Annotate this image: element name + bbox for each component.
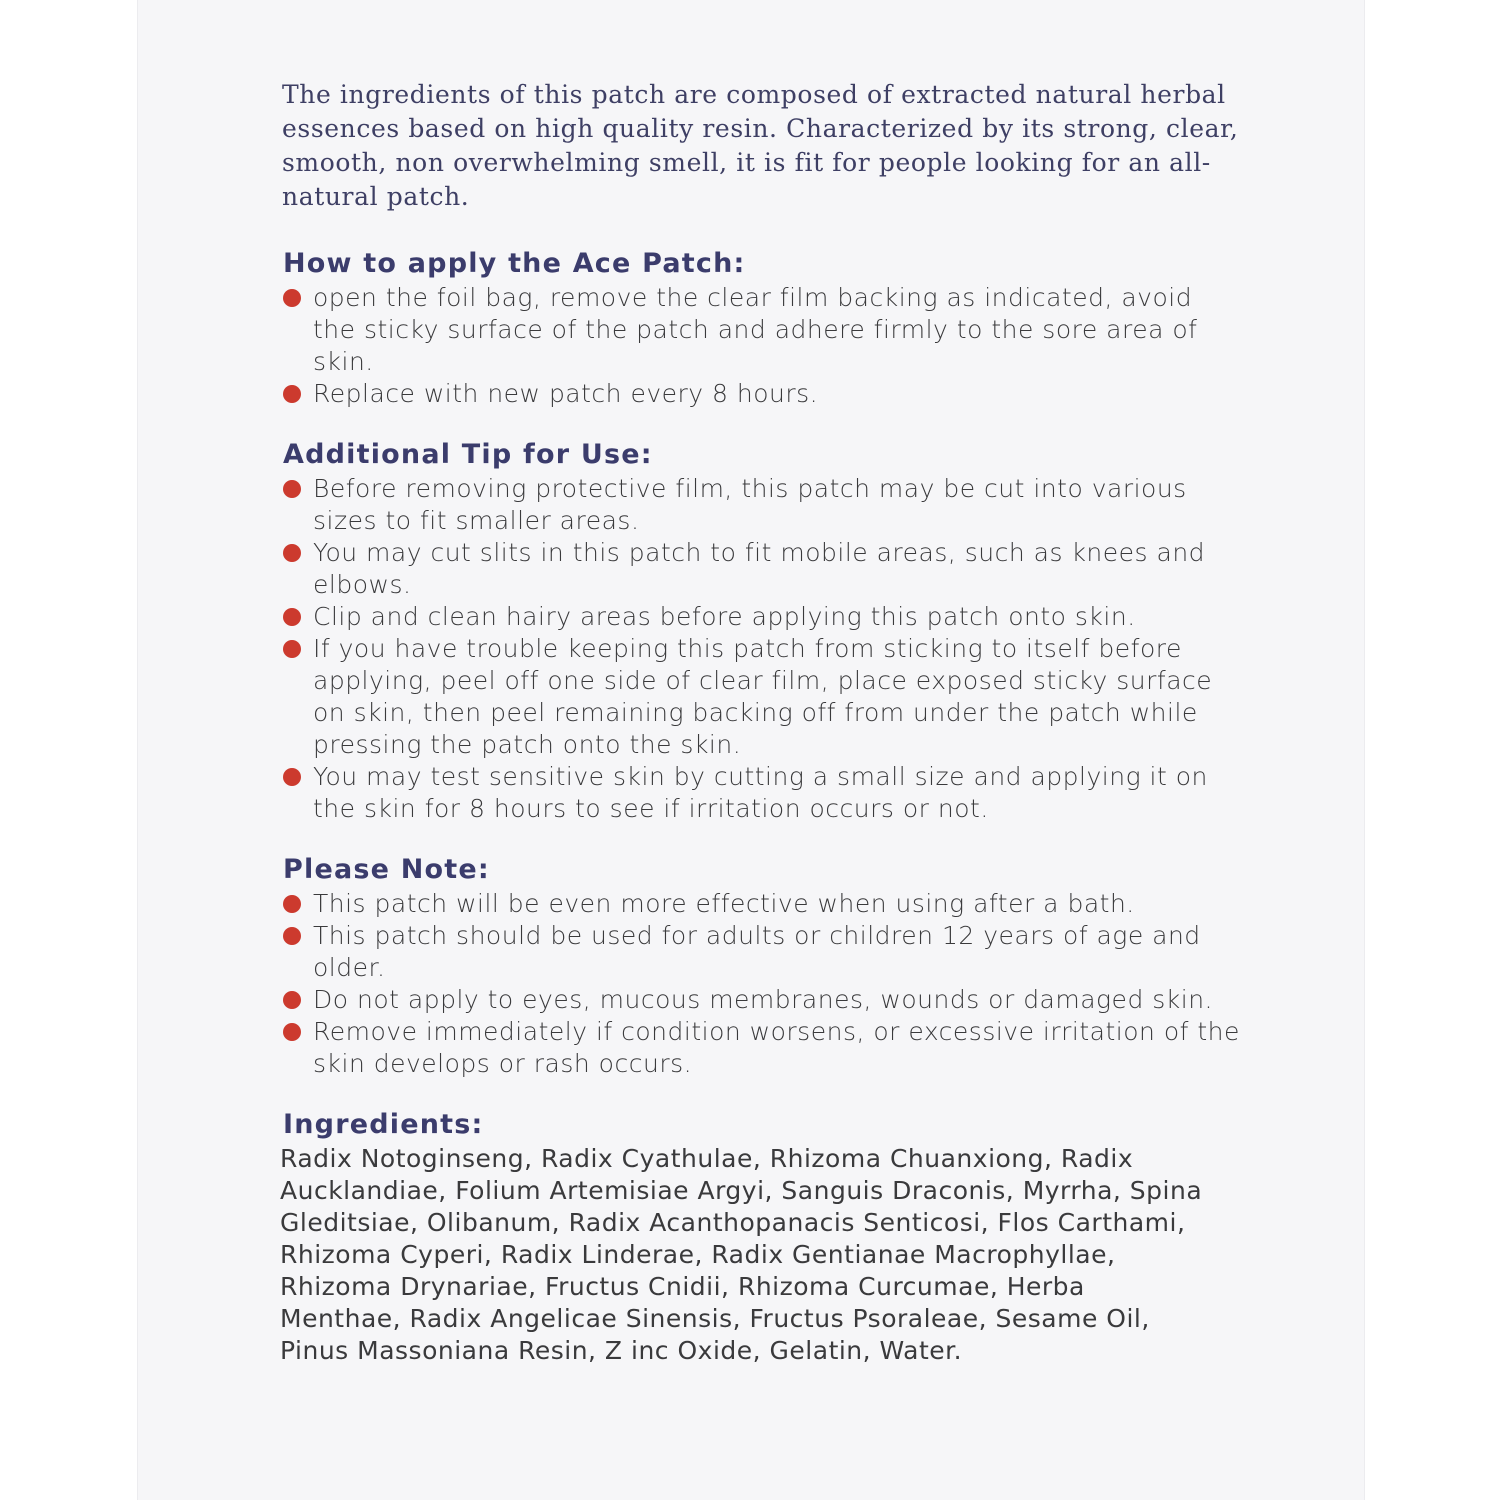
section-heading-additional-tips: Additional Tip for Use: [283,439,653,470]
bullet-dot-icon [283,544,301,562]
document-content [280,78,1240,1395]
ingredients-list-text: Radix Notoginseng, Radix Cyathulae, Rhizoma Chuanxiong, Radix Aucklandiae, Folium Artemisiae Argyi, Sanguis Draconis, Myrrha, Spina Gleditsiae, Olibanum, Radix Acanthopanacis Senticosi, Flos Carthami, Rhizoma Cyperi, Radix Linderae, Radix Gentianae Macrophyllae, Rhizoma Drynariae, Fructus Cnidii, Rhizoma Curcumae, Herba Menthae, Radix Angelicae Sinensis, Fructus Psoraleae, Sesame Oil, Pinus Massoniana Resin, Z inc Oxide, Gelatin, Water. [280,1144,1203,1365]
list-item-text: Before removing protective film, this patch may be cut into various sizes to fit smaller areas. [313,474,1187,535]
list-item-text: open the foil bag, remove the clear film backing as indicated, avoid the sticky surface of the patch and adhere firmly to the sore area of skin. [313,283,1198,376]
bullet-dot-icon [283,608,301,626]
list-item-text: Do not apply to eyes, mucous membranes, wounds or damaged skin. [313,985,1213,1014]
list-item [280,1016,1240,1080]
list-item-text: If you have trouble keeping this patch from sticking to itself before applying, peel off one side of clear film, place exposed sticky surface on skin, then peel remaining backing off from under the patch while pressing the patch onto the skin. [313,634,1213,759]
list-item [280,888,1240,920]
list-item-text: This patch should be used for adults or children 12 years of age and older. [313,921,1201,982]
list-item [280,601,1240,633]
section-heading-please-note: Please Note: [283,854,490,885]
list-item [280,473,1240,537]
bullet-dot-icon [283,927,301,945]
section-heading-how-to-apply: How to apply the Ace Patch: [283,248,746,279]
list-item [280,282,1240,378]
list-item-text: You may test sensitive skin by cutting a small size and applying it on the skin for 8 hours to see if irritation occurs or not. [313,762,1208,823]
list-item-text: This patch will be even more effective when using after a bath. [313,889,1135,918]
bullet-dot-icon [283,895,301,913]
list-item-text: Clip and clean hairy areas before applying this patch onto skin. [313,602,1136,631]
additional-tips-list [280,473,1240,825]
list-item [280,920,1240,984]
list-item-text: Replace with new patch every 8 hours. [313,379,819,408]
bullet-dot-icon [283,991,301,1009]
ingredients-section [280,1108,1240,1367]
bullet-dot-icon [283,768,301,786]
bullet-dot-icon [283,289,301,307]
bullet-dot-icon [283,1023,301,1041]
bullet-dot-icon [283,640,301,658]
intro-paragraph: The ingredients of this patch are composed of extracted natural herbal essences based on high quality resin. Characterized by its strong, clear, smooth, non overwhelming smell, it is fit for people looking for an all-natural patch. [282,80,1239,211]
bullet-dot-icon [283,480,301,498]
please-note-list [280,888,1240,1080]
section-heading-ingredients: Ingredients: [283,1109,484,1140]
how-to-apply-section [280,247,1240,410]
list-item-text: Remove immediately if condition worsens, or excessive irritation of the skin develops or rash occurs. [313,1017,1240,1078]
bullet-dot-icon [283,385,301,403]
list-item [280,537,1240,601]
list-item [280,984,1240,1016]
list-item-text: You may cut slits in this patch to fit mobile areas, such as knees and elbows. [313,538,1206,599]
please-note-section [280,853,1240,1080]
additional-tips-section [280,438,1240,825]
list-item [280,761,1240,825]
list-item [280,633,1240,761]
how-to-apply-list [280,282,1240,410]
list-item [280,378,1240,410]
